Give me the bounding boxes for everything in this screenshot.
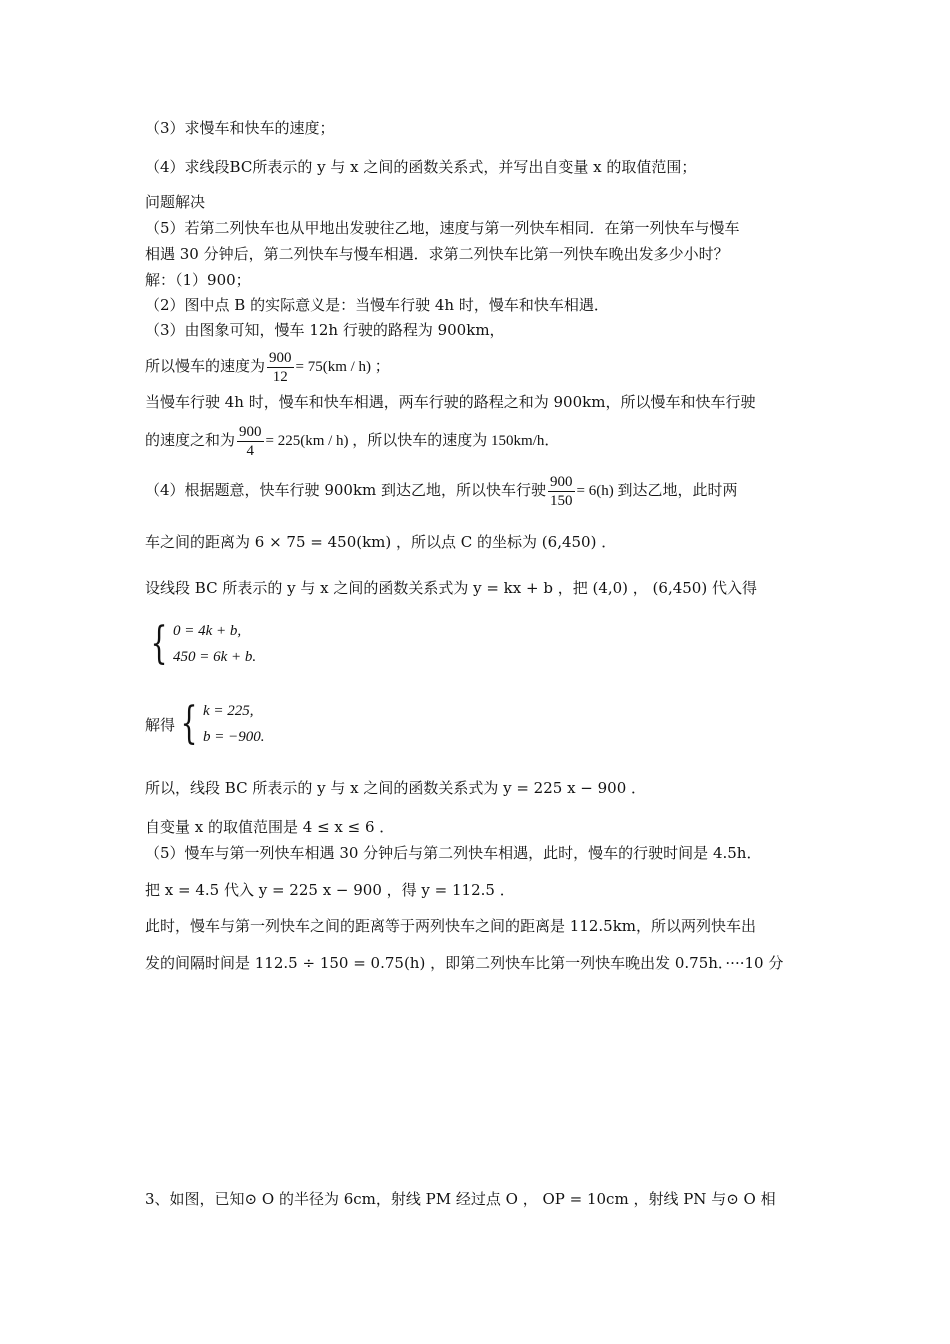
solution-4-line-c: 设线段 BC 所表示的 y 与 x 之间的函数关系式为 y = kx + b ，把 (4,0) ， (6,450) 代入得	[145, 579, 757, 597]
brace: {	[150, 618, 168, 669]
question-4: （4）求线段BC所表示的 y 与 x 之间的函数关系式，并写出自变量 x 的取值范围；	[145, 158, 697, 176]
fraction	[548, 473, 575, 510]
equation: 450 = 6k + b.	[173, 649, 257, 665]
solve-label: 解得	[145, 715, 176, 734]
solution-4-range: 自变量 x 的取值范围是 4 ≤ x ≤ 6 ．	[145, 818, 395, 836]
solution-1: 解：（1）900；	[145, 271, 251, 289]
solution-3: （3）由图象可知，慢车 12h 行驶的路程为 900km，	[145, 321, 505, 339]
solution-4-line-a	[145, 470, 737, 511]
denominator: 4	[246, 442, 255, 459]
question-3: （3）求慢车和快车的速度；	[145, 119, 335, 137]
numerator: 900	[239, 423, 262, 440]
fraction	[267, 349, 294, 386]
question-5-line-1: （5）若第二列快车也从甲地出发驶往乙地，速度与第一列快车相同．在第一列快车与慢车	[145, 219, 740, 237]
solution-5-line-b: 把 x = 4.5 代入 y = 225 x − 900 ，得 y = 112.5 ．	[145, 881, 515, 899]
text: 的速度之和为	[145, 431, 236, 449]
solution-5-line-d: 发的间隔时间是 112.5 ÷ 150 = 0.75(h) ，即第二列快车比第一列快车晚出发 0.75h．····10 分	[145, 954, 784, 972]
solution-3-slow-speed	[145, 346, 390, 387]
solution-4-line-b: 车之间的距离为 6 × 75 = 450(km) ，所以点 C 的坐标为 (6,450) ．	[145, 533, 617, 551]
text: = 225(km / h) ，所以快车的速度为 150km/h．	[265, 433, 560, 449]
text: = 6(h) 到达乙地，此时两	[576, 483, 738, 499]
text: （4）根据题意，快车行驶 900km 到达乙地，所以快车行驶	[145, 481, 547, 499]
solution-3-sum-speed	[145, 420, 559, 461]
equation-system-1	[145, 618, 256, 670]
section-heading: 问题解决	[145, 193, 206, 211]
text: 所以慢车的速度为	[145, 357, 266, 375]
brace: {	[180, 698, 198, 749]
numerator: 900	[550, 473, 573, 490]
denominator: 150	[550, 492, 573, 509]
equation-system-2	[145, 698, 265, 750]
solution-3-line-c: 当慢车行驶 4h 时，慢车和快车相遇，两车行驶的路程之和为 900km，所以慢车和快车行驶	[145, 393, 756, 411]
denominator: 12	[272, 368, 288, 385]
problem-3-line: 3、如图，已知⊙ O 的半径为 6cm，射线 PM 经过点 O ， OP = 10cm ，射线 PN 与⊙ O 相	[145, 1190, 776, 1208]
equation: 0 = 4k + b,	[173, 623, 242, 639]
solution-4-line-d: 所以，线段 BC 所表示的 y 与 x 之间的函数关系式为 y = 225 x − 900 ．	[145, 779, 647, 797]
equation: b = −900.	[203, 729, 265, 745]
solution-2: （2）图中点 B 的实际意义是：当慢车行驶 4h 时，慢车和快车相遇．	[145, 296, 609, 314]
numerator: 900	[269, 349, 292, 366]
fraction	[237, 423, 264, 460]
question-5-line-2: 相遇 30 分钟后，第二列快车与慢车相遇．求第二列快车比第一列快车晚出发多少小时？	[145, 245, 729, 263]
equation: k = 225,	[203, 703, 254, 719]
solution-5-line-a: （5）慢车与第一列快车相遇 30 分钟后与第二列快车相遇，此时，慢车的行驶时间是 4.5h．	[145, 844, 762, 862]
solution-5-line-c: 此时，慢车与第一列快车之间的距离等于两列快车之间的距离是 112.5km，所以两列快车出	[145, 917, 757, 935]
text: = 75(km / h) ；	[295, 359, 390, 375]
